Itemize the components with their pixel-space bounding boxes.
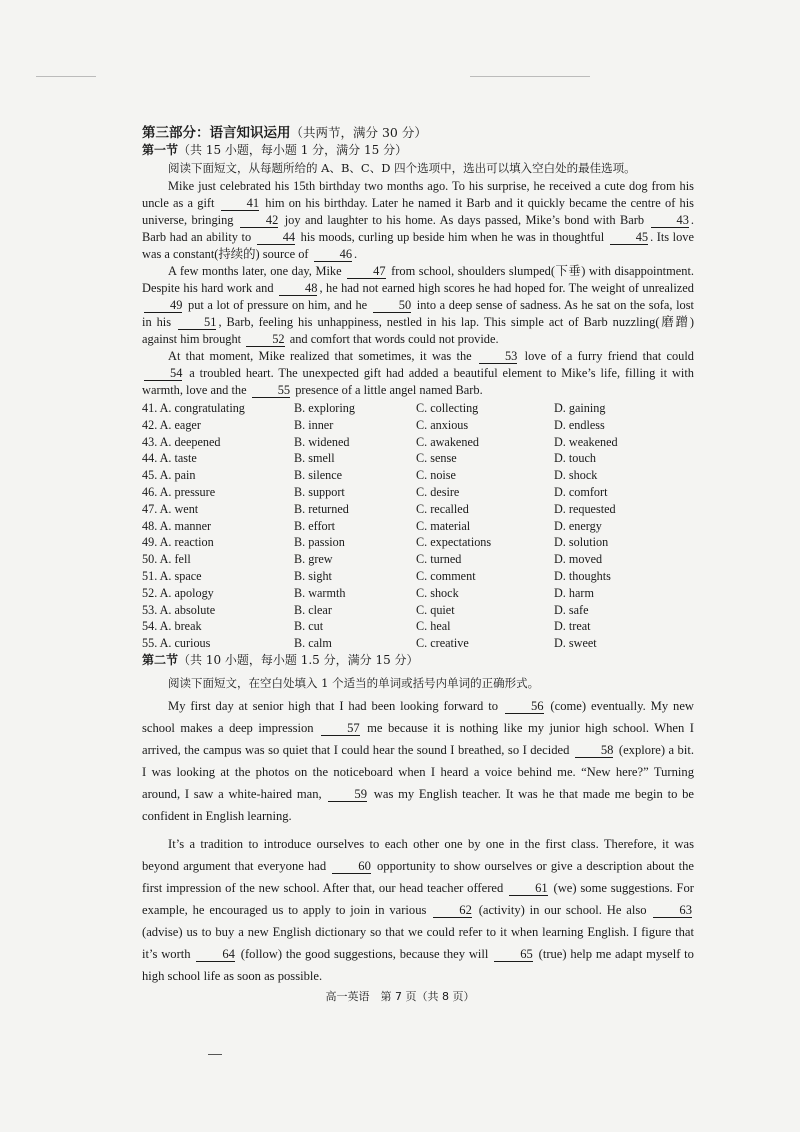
section1-heading	[142, 142, 694, 159]
section2-body	[142, 673, 694, 987]
blank-41: 41	[221, 197, 259, 211]
option-41-C: C. collecting	[416, 401, 479, 415]
option-54-C: C. heal	[416, 619, 451, 634]
section2-title: 第二节	[142, 652, 179, 667]
section1-title: 第一节	[142, 143, 179, 157]
option-42-C: C. anxious	[416, 417, 469, 432]
option-50-B: B. grew	[294, 552, 333, 567]
option-55-B: B. calm	[294, 636, 332, 651]
option-51-A: 51. A. space	[142, 568, 202, 583]
option-row	[142, 568, 694, 585]
section2-heading	[142, 652, 694, 669]
option-43-D: D. weakened	[554, 434, 618, 449]
option-43-B: B. widened	[294, 434, 350, 449]
part-title: 第三部分：语言知识运用	[142, 125, 291, 141]
option-48-C: C. material	[416, 518, 471, 533]
blank-45: 45	[610, 231, 648, 245]
blank-42: 42	[240, 214, 278, 228]
option-49-A: 49. A. reaction	[142, 535, 214, 550]
option-row	[142, 484, 694, 501]
blank-59: 59	[328, 788, 367, 802]
passage1-paragraph: A few months later, one day, Mike 47 from school, shoulders slumped(下垂) with disappointment. Despite his hard work and 48 , he had not earned high scores he had hoped for. The weight of unrealized 49 put a lot of pressure on him, and he 50 into a deep sense of sadness. As he sat on the sofa, lost in his 51 , Barb, feeling his unhappiness, nestled in his lap. This simple act of Barb nuzzling(磨蹭) against him brought 52 and comfort that words could not provide.	[142, 264, 694, 346]
option-44-B: B. smell	[294, 451, 335, 466]
option-47-A: 47. A. went	[142, 501, 199, 516]
option-46-D: D. comfort	[554, 484, 608, 499]
option-52-A: 52. A. apology	[142, 585, 214, 600]
option-47-C: C. recalled	[416, 501, 469, 516]
blank-46: 46	[314, 248, 352, 262]
option-46-B: B. support	[294, 484, 345, 499]
option-53-B: B. clear	[294, 602, 332, 617]
blank-49: 49	[144, 299, 182, 313]
option-51-C: C. comment	[416, 568, 476, 583]
option-row	[142, 551, 694, 568]
option-41-D: D. gaining	[554, 401, 606, 415]
option-51-B: B. sight	[294, 568, 332, 583]
option-55-A: 55. A. curious	[142, 636, 211, 651]
option-44-A: 44. A. taste	[142, 451, 197, 466]
section2-instruction: 阅读下面短文，在空白处填入 1 个适当的单词或括号内单词的正确形式。	[168, 675, 540, 690]
option-44-C: C. sense	[416, 451, 457, 466]
option-row	[142, 400, 694, 417]
option-row	[142, 450, 694, 467]
blank-63: 63	[653, 904, 692, 918]
option-47-B: B. returned	[294, 501, 349, 516]
blank-55: 55	[252, 384, 290, 398]
blank-48: 48	[279, 282, 317, 296]
option-row	[142, 434, 694, 451]
blank-61: 61	[509, 882, 548, 896]
option-47-D: D. requested	[554, 501, 616, 516]
option-42-D: D. endless	[554, 417, 605, 432]
option-46-A: 46. A. pressure	[142, 484, 216, 499]
option-row	[142, 618, 694, 635]
option-45-B: B. silence	[294, 468, 343, 483]
option-44-D: D. touch	[554, 451, 596, 466]
option-51-D: D. thoughts	[554, 568, 611, 583]
option-55-C: C. creative	[416, 636, 469, 651]
option-41-A: 41. A. congratulating	[142, 401, 245, 415]
scan-mark	[470, 76, 590, 77]
option-54-A: 54. A. break	[142, 619, 202, 634]
option-49-C: C. expectations	[416, 535, 492, 550]
option-50-A: 50. A. fell	[142, 552, 191, 567]
option-50-C: C. turned	[416, 552, 462, 567]
section1-instruction: 阅读下面短文，从每题所给的 A、B、C、D 四个选项中，选出可以填入空白处的最佳选项。	[168, 161, 636, 175]
blank-53: 53	[479, 350, 517, 364]
exam-content	[142, 124, 694, 987]
option-49-D: D. solution	[554, 535, 609, 550]
option-54-B: B. cut	[294, 619, 324, 634]
option-row	[142, 635, 694, 652]
blank-50: 50	[373, 299, 411, 313]
option-row	[142, 518, 694, 535]
option-row	[142, 467, 694, 484]
blank-64: 64	[196, 948, 235, 962]
blank-54: 54	[144, 367, 182, 381]
page-footer: 高一英语 第 7 页（共 8 页）	[325, 990, 475, 1003]
option-row	[142, 417, 694, 434]
option-55-D: D. sweet	[554, 636, 597, 651]
option-49-B: B. passion	[294, 535, 345, 550]
passage2-paragraph: It’s a tradition to introduce ourselves to each other one by one in the first class. Therefore, it was beyond argument that everyone had 60 opportunity to show ourselves or give a description about the first impression of the new school. After that, our head teacher offered 61 (we) some suggestions. For example, he encouraged us to apply to join in various 62 (activity) in our school. He also 63 (advise) us to buy a new English dictionary so that we could refer to it when learning English. I figure that it’s worth 64 (follow) the good suggestions, because they will 65 (true) help me adapt myself to high school life as soon as possible.	[142, 836, 694, 983]
blank-58: 58	[575, 744, 614, 758]
scan-mark	[36, 76, 96, 77]
option-48-D: D. energy	[554, 518, 602, 533]
blank-44: 44	[257, 231, 295, 245]
option-48-A: 48. A. manner	[142, 518, 212, 533]
passage1-paragraph: Mike just celebrated his 15th birthday two months ago. To his surprise, he received a cute dog from his uncle as a gift 41 him on his birthday. Later he named it Barb and it quickly became the centre of his universe, bringing 42 joy and laughter to his home. As days passed, Mike’s bond with Barb 43 . Barb had an ability to 44 his moods, curling up beside him when he was in thoughtful 45 . Its love was a constant(持续的) source of 46 .	[142, 179, 694, 261]
passage1-paragraph: At that moment, Mike realized that sometimes, it was the 53 love of a furry friend that could 54 a troubled heart. The unexpected gift had added a beautiful element to Mike’s life, filling it with warmth, love and the 55 presence of a little angel named Barb.	[142, 349, 694, 397]
option-53-C: C. quiet	[416, 602, 455, 617]
option-52-D: D. harm	[554, 585, 594, 600]
blank-43: 43	[651, 214, 689, 228]
option-45-D: D. shock	[554, 468, 598, 483]
blank-57: 57	[321, 722, 360, 736]
blank-51: 51	[178, 316, 216, 330]
option-row	[142, 602, 694, 619]
option-row	[142, 534, 694, 551]
option-42-B: B. inner	[294, 417, 334, 432]
section1-note: （共 15 小题，每小题 1 分，满分 15 分）	[178, 143, 408, 157]
option-53-A: 53. A. absolute	[142, 602, 216, 617]
option-42-A: 42. A. eager	[142, 417, 201, 432]
blank-65: 65	[494, 948, 533, 962]
option-45-C: C. noise	[416, 468, 456, 483]
option-43-C: C. awakened	[416, 434, 479, 449]
blank-52: 52	[246, 333, 284, 347]
option-46-C: C. desire	[416, 484, 460, 499]
option-54-D: D. treat	[554, 619, 591, 634]
option-43-A: 43. A. deepened	[142, 434, 221, 449]
option-52-C: C. shock	[416, 585, 459, 600]
scan-mark	[208, 1054, 222, 1055]
section2-note: （共 10 小题，每小题 1.5 分，满分 15 分）	[178, 652, 419, 667]
option-row	[142, 585, 694, 602]
part-note: （共两节，满分 30 分）	[290, 125, 427, 140]
blank-56: 56	[505, 700, 544, 714]
passage2-paragraph: My first day at senior high that I had been looking forward to 56 (come) eventually. My new school makes a deep impression 57 me because it is nothing like my junior high school. When I arrived, the campus was so quiet that I could hear the sound I breathed, so I decided 58 (explore) a bit. I was looking at the photos on the noticeboard when I heard a voice behind me. “New here?” Turning around, I saw a white-haired man, 59 was my English teacher. It was he that made me begin to be confident in English learning.	[142, 698, 695, 823]
part-heading	[142, 124, 694, 142]
options-list	[142, 400, 694, 652]
option-50-D: D. moved	[554, 552, 603, 567]
blank-62: 62	[433, 904, 472, 918]
option-53-D: D. safe	[554, 602, 589, 617]
option-45-A: 45. A. pain	[142, 468, 196, 483]
option-41-B: B. exploring	[294, 401, 355, 415]
blank-47: 47	[347, 265, 385, 279]
option-48-B: B. effort	[294, 518, 336, 533]
option-52-B: B. warmth	[294, 585, 346, 600]
option-row	[142, 501, 694, 518]
blank-60: 60	[332, 860, 371, 874]
